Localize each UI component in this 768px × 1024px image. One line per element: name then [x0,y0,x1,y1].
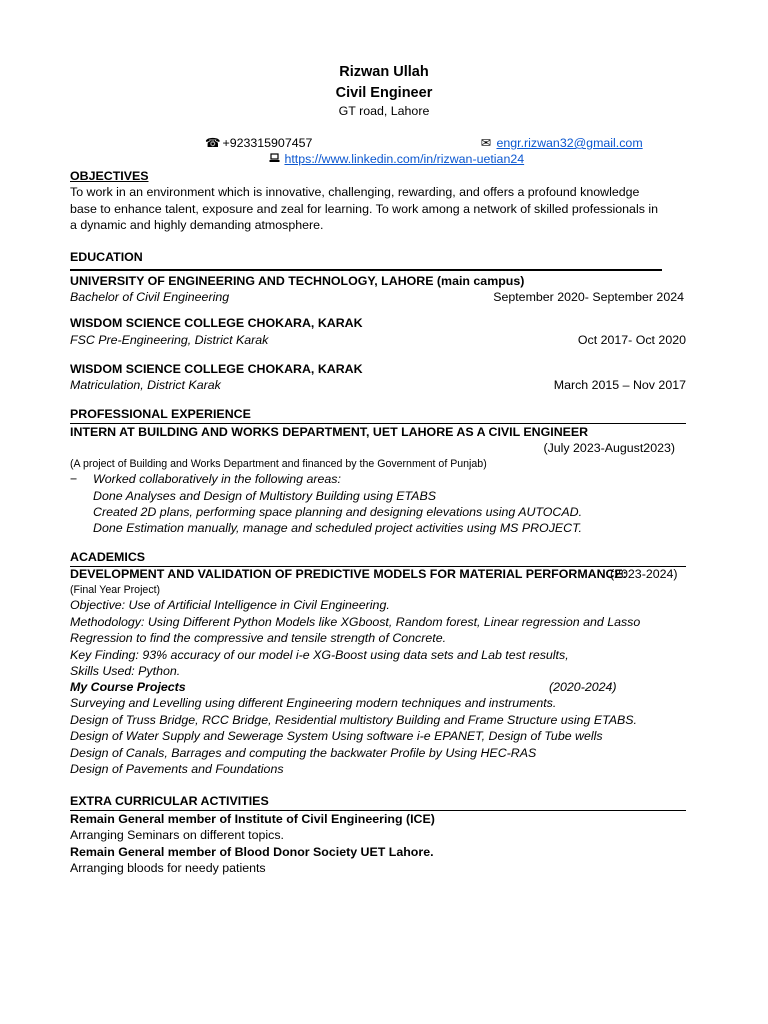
course-project-item: Design of Truss Bridge, RCC Bridge, Residential multistory Building and Frame Structure using ETABS. [70,713,637,727]
experience-item: Done Analyses and Design of Multistory Building using ETABS [93,489,436,503]
education-heading: EDUCATION [70,250,143,264]
objectives-line: To work in an environment which is innovative, challenging, rewarding, and offers a profound knowledge [70,185,640,199]
education-dates: September 2020- September 2024 [493,290,684,304]
experience-bullet: − [70,472,78,486]
academics-project-title: DEVELOPMENT AND VALIDATION OF PREDICTIVE MODELS FOR MATERIAL PERFORMANCE: [70,567,627,581]
candidate-address: GT road, Lahore [338,104,430,118]
education-institution: WISDOM SCIENCE COLLEGE CHOKARA, KARAK [70,316,363,330]
course-project-item: Design of Canals, Barrages and computing the backwater Profile by Using HEC-RAS [70,746,537,760]
education-dates: March 2015 – Nov 2017 [553,378,686,392]
linkedin-link[interactable]: https://www.linkedin.com/in/rizwan-uetian24 [284,152,525,166]
extracurricular-desc: Arranging Seminars on different topics. [70,828,284,842]
envelope-icon: ✉ [480,136,492,150]
academics-line: Skills Used: Python. [70,664,181,678]
extracurricular-heading: EXTRA CURRICULAR ACTIVITIES [70,794,269,808]
objectives-line: base to enhance talent, exposure and zeal for learning. To work among a network of skilled professionals in [70,202,658,216]
academics-line: Methodology: Using Different Python Models like XGboost, Random forest, Linear regression and Lasso [70,615,641,629]
laptop-glyph [269,153,280,163]
experience-item: Created 2D plans, performing space planning and designing elevations using AUTOCAD. [93,505,583,519]
education-degree: Bachelor of Civil Engineering [70,290,230,304]
extracurricular-title: Remain General member of Blood Donor Society UET Lahore. [70,845,434,859]
academics-line: Key Finding: 93% accuracy of our model i-e XG-Boost using data sets and Lab test results, [70,648,569,662]
candidate-name: Rizwan Ullah [339,64,429,80]
education-institution: UNIVERSITY OF ENGINEERING AND TECHNOLOGY, LAHORE (main campus) [70,274,525,288]
course-projects-heading: My Course Projects [70,680,186,694]
linkedin-contact [267,151,524,167]
experience-lead: Worked collaboratively in the following areas: [93,472,341,486]
experience-role: INTERN AT BUILDING AND WORKS DEPARTMENT, UET LAHORE AS A CIVIL ENGINEER [70,425,589,439]
candidate-title: Civil Engineer [335,85,433,101]
academics-project-note: (Final Year Project) [70,584,161,596]
academics-line: Objective: Use of Artificial Intelligence in Civil Engineering. [70,598,390,612]
email-contact [479,135,643,151]
objectives-line: a dynamic and highly demanding atmosphere. [70,218,324,232]
experience-note: (A project of Building and Works Department and financed by the Government of Punjab) [70,458,487,470]
objectives-heading: OBJECTIVES [70,169,149,183]
course-projects-dates: (2020-2024) [549,680,617,694]
course-project-item: Design of Pavements and Foundations [70,762,284,776]
education-degree: FSC Pre-Engineering, District Karak [70,333,269,347]
experience-heading: PROFESSIONAL EXPERIENCE [70,407,251,421]
experience-item: Done Estimation manually, manage and scheduled project activities using MS PROJECT. [93,521,582,535]
education-dates: Oct 2017- Oct 2020 [577,333,686,347]
academics-line: Regression to find the compressive and tensile strength of Concrete. [70,631,447,645]
phone-icon: ☎ [205,136,221,150]
extracurricular-title: Remain General member of Institute of Civil Engineering (ICE) [70,812,435,826]
education-rule [70,269,662,271]
phone-number: +923315907457 [222,136,313,150]
course-project-item: Surveying and Levelling using different Engineering modern techniques and instruments. [70,696,557,710]
email-link[interactable]: engr.rizwan32@gmail.com [496,136,643,150]
course-project-item: Design of Water Supply and Sewerage System Using software i-e EPANET, Design of Tube wells [70,729,603,743]
laptop-icon [267,151,281,167]
education-degree: Matriculation, District Karak [70,378,221,392]
phone-contact [205,135,312,151]
extracurricular-desc: Arranging bloods for needy patients [70,861,266,875]
academics-heading: ACADEMICS [70,550,146,564]
academics-project-dates: (2023-2024) [610,567,678,581]
experience-dates: (July 2023-August2023) [543,441,675,455]
education-institution: WISDOM SCIENCE COLLEGE CHOKARA, KARAK [70,362,363,376]
